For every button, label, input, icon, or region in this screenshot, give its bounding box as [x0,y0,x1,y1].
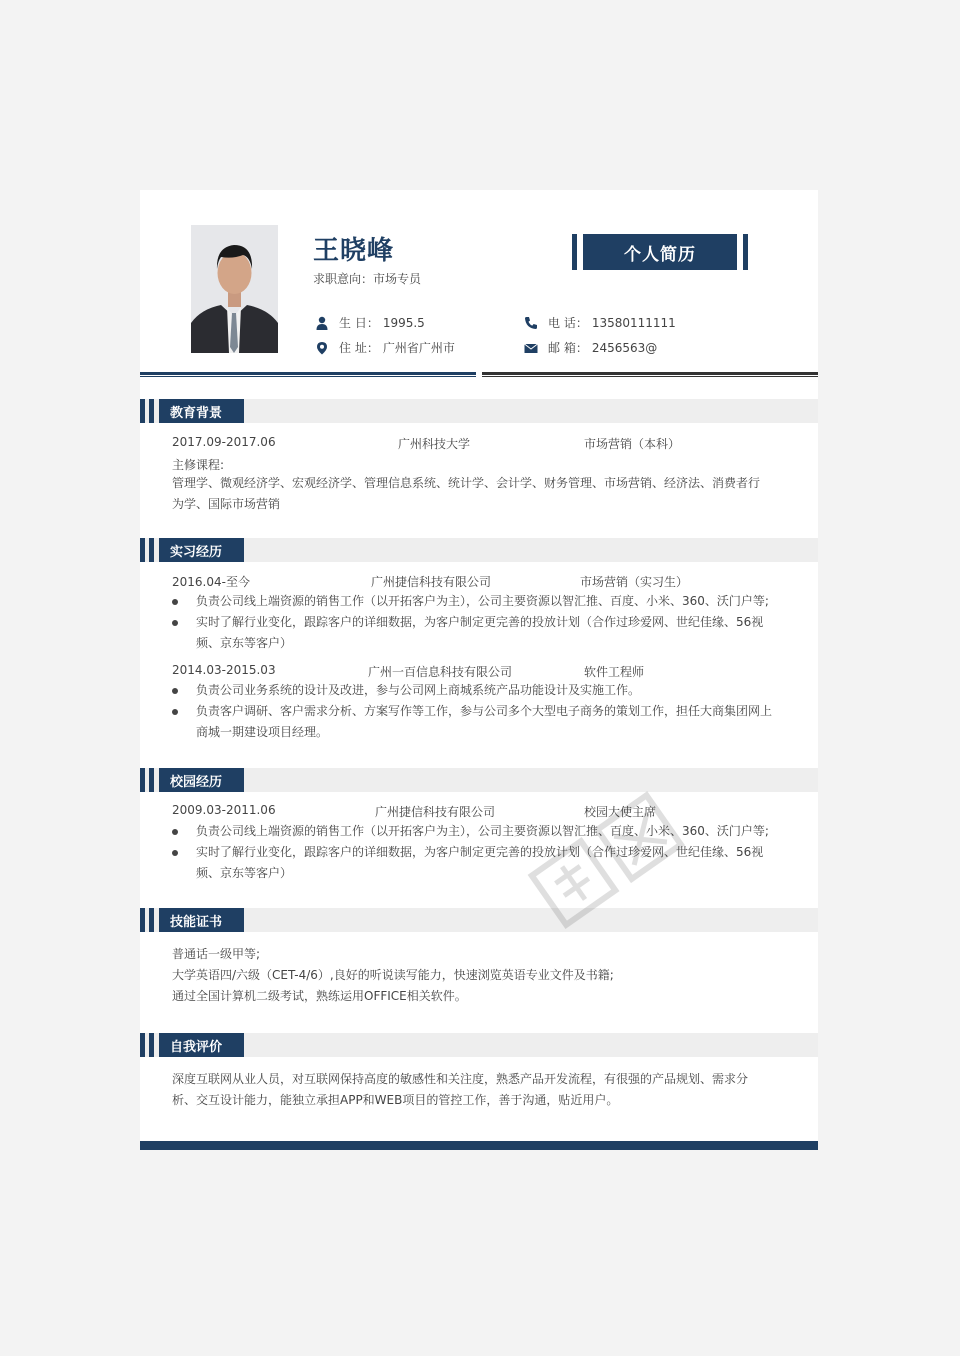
phone-icon [524,316,538,330]
email-value: 2456563@ [591,340,658,355]
job-role: 市场营销（实习生） [580,575,689,589]
job-intent: 求职意向：市场专员 [313,272,422,286]
job-bullet: 实时了解行业变化，跟踪客户的详细数据，为客户制定更完善的投放计划（合作过珍爱网、世纪佳缘、56视频、京东等客户） [172,612,778,654]
section-title: 自我评价 [159,1033,244,1057]
campus-bullet: 实时了解行业变化，跟踪客户的详细数据，为客户制定更完善的投放计划（合作过珍爱网、世纪佳缘、56视频、京东等客户） [172,842,778,884]
campus-bullet: 负责公司线上端资源的销售工作（以开拓客户为主），公司主要资源以智汇推、百度、小米、360、沃门户等; [172,821,778,842]
section-title: 教育背景 [159,399,244,423]
edu-period: 2017.09-2017.06 [172,435,276,449]
skill-line: 通过全国计算机二级考试，熟练运用OFFICE相关软件。 [172,989,467,1003]
footer-bar [140,1141,818,1150]
job-bullet: 负责公司线上端资源的销售工作（以开拓客户为主），公司主要资源以智汇推、百度、小米、360、沃门户等; [172,591,778,612]
section-title: 技能证书 [159,908,244,932]
email-label: 邮 箱： [548,341,588,355]
section-header-skills [140,908,818,932]
edu-school: 广州科技大学 [398,437,471,451]
section-title: 校园经历 [159,768,244,792]
job-role: 软件工程师 [584,665,645,679]
job-bullet: 负责客户调研、客户需求分析、方案写作等工作，参与公司多个大型电子商务的策划工作，担任大商集团网上商城一期建设项目经理。 [172,701,778,743]
skill-line: 大学英语四/六级（CET-4/6）,良好的听说读写能力，快速浏览英语专业文件及书籍; [172,968,614,982]
edu-courses-label: 主修课程: [172,458,225,472]
phone-label: 电 话： [548,316,588,330]
job-company: 广州捷信科技有限公司 [371,575,492,589]
header-divider-right [482,372,818,377]
resume-page [140,190,818,1150]
job-period: 2014.03-2015.03 [172,663,276,677]
campus-company: 广州捷信科技有限公司 [375,805,496,819]
section-header-self-eval [140,1033,818,1057]
candidate-name: 王晓峰 [313,236,395,266]
resume-title: 个人简历 [583,234,737,270]
job-company: 广州一百信息科技有限公司 [368,665,513,679]
address-row [315,339,455,356]
section-title: 实习经历 [159,538,244,562]
edu-courses: 管理学、微观经济学、宏观经济学、管理信息系统、统计学、会计学、财务管理、市场营销、经济法、消费者行为学、国际市场营销 [172,476,761,511]
mail-icon [524,341,538,355]
campus-role: 校园大使主席 [584,805,657,819]
birth-row [315,314,425,331]
skill-line: 普通话一级甲等; [172,947,261,961]
phone-row [524,314,676,331]
birth-label: 生 日： [339,316,379,330]
campus-period: 2009.03-2011.06 [172,803,276,817]
job-period: 2016.04-至今 [172,575,250,589]
self-eval-text: 深度互联网从业人员，对互联网保持高度的敏感性和关注度，熟悉产品开发流程，有很强的产品规划、需求分析、交互设计能力，能独立承担APP和WEB项目的管控工作，善于沟通，贴近用户。 [172,1072,749,1107]
address-label: 住 址： [339,341,379,355]
section-header-campus [140,768,818,792]
address-value: 广州省广州市 [382,341,455,355]
phone-value: 13580111111 [591,315,676,330]
section-header-education [140,399,818,423]
section-header-internship [140,538,818,562]
profile-photo [191,225,278,353]
resume-title-badge [572,234,748,270]
user-icon [315,316,329,330]
header-divider-left [140,372,476,377]
location-icon [315,341,329,355]
job-bullet: 负责公司业务系统的设计及改进，参与公司网上商城系统产品功能设计及实施工作。 [172,680,778,701]
edu-major: 市场营销（本科） [584,437,681,451]
email-row [524,339,657,356]
birth-value: 1995.5 [382,315,425,330]
